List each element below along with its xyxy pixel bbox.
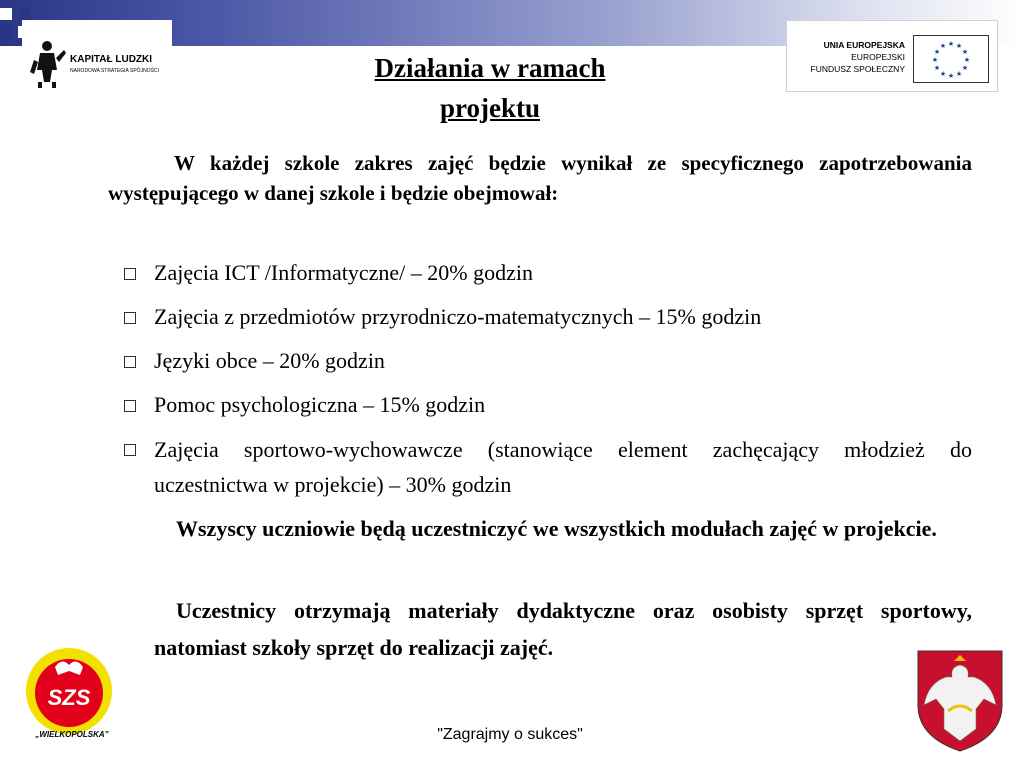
slide-title <box>300 48 680 128</box>
materials-paragraph <box>154 592 972 666</box>
list-item <box>124 432 972 502</box>
svg-text:★: ★ <box>933 64 941 72</box>
svg-text:★: ★ <box>963 56 971 64</box>
svg-text:★: ★ <box>961 48 969 56</box>
svg-text:★: ★ <box>961 64 969 72</box>
szs-logo-text: SZS <box>47 685 91 710</box>
square-bullet-icon <box>124 356 136 368</box>
szs-logo-caption: „WIELKOPOLSKA” <box>35 730 109 739</box>
corner-square <box>18 8 30 20</box>
eagle-coat-of-arms-icon <box>914 649 1006 753</box>
footer-slogan: "Zagrajmy o sukces" <box>437 726 583 743</box>
slide-title-line2: projektu <box>439 93 540 123</box>
list-item <box>124 344 972 378</box>
list-item-text: Zajęcia ICT /Informatyczne/ – 20% godzin <box>154 260 533 285</box>
list-item-text: Zajęcia z przedmiotów przyrodniczo-matematycznych – 15% godzin <box>154 304 762 329</box>
svg-text:★: ★ <box>939 42 947 50</box>
list-item <box>124 256 972 290</box>
corner-square <box>0 8 12 20</box>
szs-logo <box>22 645 122 745</box>
slide-title-line1: Działania w ramach <box>374 53 606 83</box>
square-bullet-icon <box>124 400 136 412</box>
eu-logo-line2: EUROPEJSKI <box>851 52 905 62</box>
svg-text:★: ★ <box>933 48 941 56</box>
intro-text: W każdej szkole zakres zajęć będzie wynikał ze specyficznego zapotrzebowania występującego w danej szkole i będzie obejmował: <box>108 151 972 205</box>
svg-text:★: ★ <box>931 56 939 64</box>
szs-emblem-icon <box>22 645 122 735</box>
eu-logo-line1: UNIA EUROPEJSKA <box>823 40 905 50</box>
square-bullet-icon <box>124 268 136 280</box>
eu-logo <box>786 20 998 92</box>
activities-list <box>124 256 972 512</box>
list-item-text: Języki obce – 20% godzin <box>154 348 385 373</box>
intro-paragraph <box>108 148 972 208</box>
svg-text:★: ★ <box>947 40 955 48</box>
kapital-ludzki-subtitle: NARODOWA STRATEGIA SPÓJNOŚCI <box>70 68 159 74</box>
paragraph1-text: Wszyscy uczniowie będą uczestniczyć we wszystkich modułach zajęć w projekcie. <box>176 516 937 541</box>
list-item <box>124 388 972 422</box>
square-bullet-icon <box>124 312 136 324</box>
svg-text:★: ★ <box>955 70 963 78</box>
list-item-text: Zajęcia sportowo-wychowawcze (stanowiące element zachęcający młodzież do uczestnictwa w projekcie) – 30% godzin <box>154 437 972 497</box>
participants-paragraph <box>154 510 972 547</box>
svg-text:★: ★ <box>947 72 955 80</box>
eu-flag <box>913 35 989 83</box>
square-bullet-icon <box>124 444 136 456</box>
list-item <box>124 300 972 334</box>
list-item-text: Pomoc psychologiczna – 15% godzin <box>154 392 486 417</box>
svg-text:★: ★ <box>955 42 963 50</box>
paragraph2-text: Uczestnicy otrzymają materiały dydaktyczne oraz osobisty sprzęt sportowy, natomiast szkoły sprzęt do realizacji zajęć. <box>154 598 972 660</box>
corner-square <box>0 26 12 38</box>
kapital-ludzki-logo <box>22 20 172 102</box>
svg-text:★: ★ <box>939 70 947 78</box>
eu-stars-icon <box>914 36 988 82</box>
wielkopolska-coat-of-arms <box>914 649 1006 753</box>
kapital-ludzki-name: KAPITAŁ LUDZKI <box>70 54 153 65</box>
eu-logo-line3: FUNDUSZ SPOŁECZNY <box>810 64 905 74</box>
